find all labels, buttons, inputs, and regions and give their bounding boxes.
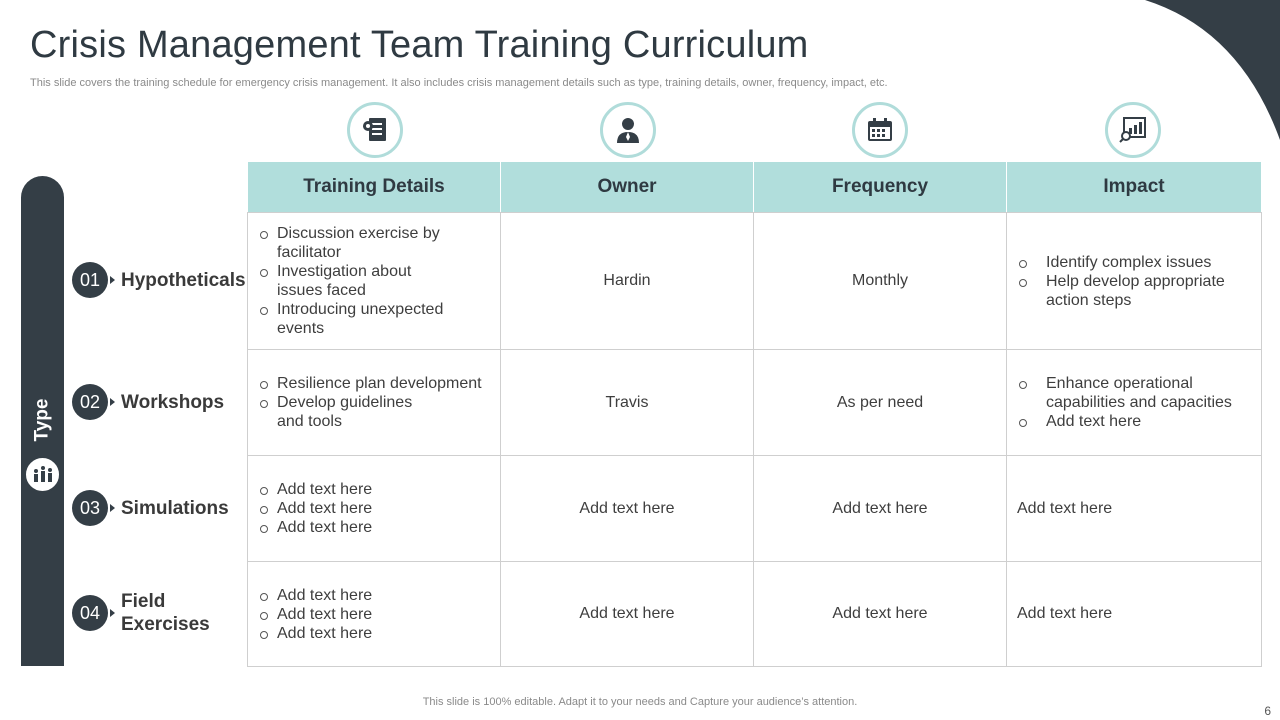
checklist-gear-icon [347, 102, 403, 158]
table-row [248, 456, 1262, 562]
row-label-hypotheticals [72, 262, 246, 298]
list-item: Develop guidelines and tools [258, 393, 428, 431]
page-subtitle: This slide covers the training schedule for emergency crisis management. It also includes crisis management details such as type, training details, owner, frequency, impact, etc. [30, 77, 888, 89]
frequency-cell: Add text here [754, 562, 1007, 667]
row-type: Hypotheticals [121, 269, 246, 291]
list-item: Identify complex issues [1017, 253, 1237, 272]
arrow-icon [110, 504, 115, 512]
row-label-workshops [72, 384, 224, 420]
frequency-cell: Monthly [754, 213, 1007, 350]
row-label-simulations [72, 490, 229, 526]
type-label: Type [31, 398, 53, 442]
details-cell [248, 350, 501, 456]
owner-cell: Add text here [501, 562, 754, 667]
frequency-cell: As per need [754, 350, 1007, 456]
list-item: Enhance operational capabilities and capacities [1017, 374, 1247, 412]
footer-note: This slide is 100% editable. Adapt it to your needs and Capture your audience’s attention. [422, 696, 858, 708]
list-item: Introducing unexpected events [258, 300, 448, 338]
list-item: Add text here [258, 480, 500, 499]
impact-cell: Add text here [1007, 456, 1262, 562]
owner-cell: Hardin [501, 213, 754, 350]
arrow-icon [110, 276, 115, 284]
table-row [248, 213, 1262, 350]
impact-cell: Add text here [1007, 562, 1262, 667]
list-item: Resilience plan development [258, 374, 488, 393]
details-cell [248, 456, 501, 562]
list-item: Add text here [258, 499, 500, 518]
table-row [248, 350, 1262, 456]
details-cell [248, 562, 501, 667]
table-header-row [248, 162, 1262, 213]
row-number: 03 [72, 490, 108, 526]
list-item: Help develop appropriate action steps [1017, 272, 1237, 310]
row-number: 01 [72, 262, 108, 298]
impact-cell [1007, 213, 1262, 350]
list-item: Add text here [1017, 412, 1247, 431]
list-item: Add text here [258, 518, 500, 537]
row-number: 04 [72, 595, 108, 631]
list-item: Add text here [258, 624, 500, 643]
list-item: Add text here [258, 605, 500, 624]
arrow-icon [110, 398, 115, 406]
row-type: Field Exercises [121, 591, 210, 635]
row-number: 02 [72, 384, 108, 420]
curriculum-table [247, 161, 1262, 667]
frequency-cell: Add text here [754, 456, 1007, 562]
header-frequency: Frequency [754, 162, 1007, 213]
page-number: 6 [1264, 704, 1271, 718]
person-icon [600, 102, 656, 158]
row-label-field-exercises [72, 590, 221, 636]
calendar-icon [852, 102, 908, 158]
impact-cell [1007, 350, 1262, 456]
owner-cell: Travis [501, 350, 754, 456]
list-item: Discussion exercise by facilitator [258, 224, 448, 262]
list-item: Investigation about issues faced [258, 262, 448, 300]
arrow-icon [110, 609, 115, 617]
bar-chart-icon [24, 456, 61, 493]
header-owner: Owner [501, 162, 754, 213]
header-impact: Impact [1007, 162, 1262, 213]
list-item: Add text here [258, 586, 500, 605]
table-row [248, 562, 1262, 667]
details-cell [248, 213, 501, 350]
header-training-details: Training Details [248, 162, 501, 213]
owner-cell: Add text here [501, 456, 754, 562]
row-type: Simulations [121, 497, 229, 519]
row-type: Workshops [121, 391, 225, 413]
page-title: Crisis Management Team Training Curriculum [30, 24, 809, 66]
chart-magnifier-icon [1105, 102, 1161, 158]
